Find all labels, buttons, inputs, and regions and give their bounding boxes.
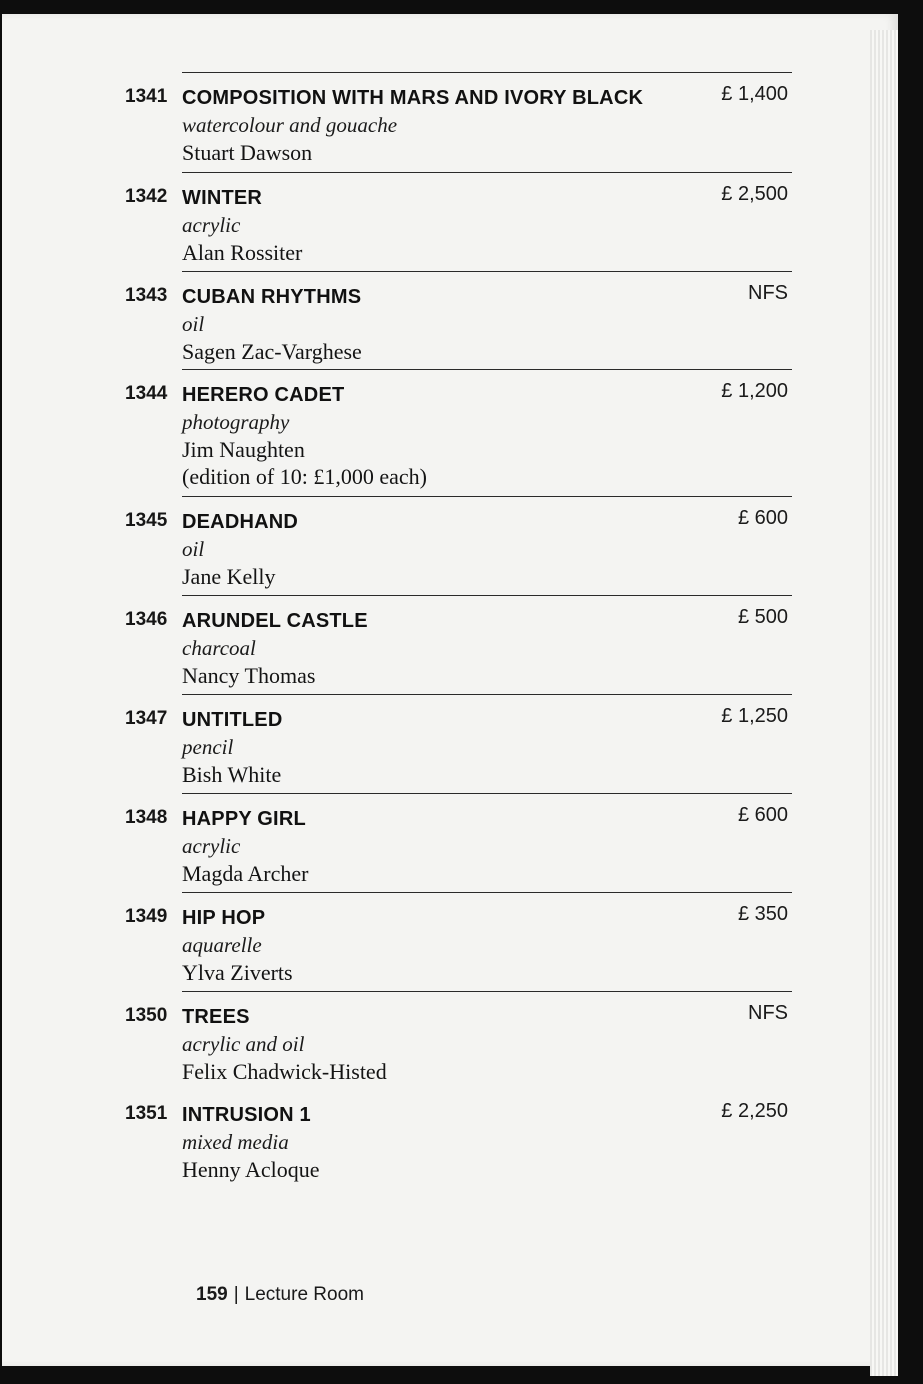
- entry-title: COMPOSITION WITH MARS AND IVORY BLACK: [182, 87, 644, 109]
- entry-title: TREES: [182, 1006, 250, 1028]
- entry-price: £ 500: [737, 606, 788, 628]
- entry-medium: charcoal: [182, 636, 256, 660]
- catalogue-entry: [125, 496, 792, 595]
- entry-price: £ 2,500: [721, 183, 788, 205]
- entry-title: INTRUSION 1: [182, 1104, 311, 1126]
- catalogue-page: [2, 14, 898, 1366]
- entry-title: HIP HOP: [182, 907, 266, 929]
- section-name: Lecture Room: [244, 1284, 364, 1305]
- catalogue-entry: [125, 793, 792, 892]
- entry-price: £ 600: [737, 507, 788, 529]
- entry-artist: Henny Acloque: [182, 1157, 320, 1182]
- entry-title: DEADHAND: [182, 511, 299, 533]
- entry-title: ARUNDEL CASTLE: [182, 610, 368, 632]
- entry-title: UNTITLED: [182, 709, 283, 731]
- entry-medium: watercolour and gouache: [182, 113, 398, 137]
- catalogue-entry: [125, 369, 792, 496]
- entry-title: HERERO CADET: [182, 384, 345, 406]
- entry-price: £ 1,400: [721, 83, 788, 105]
- catalogue-entry: [125, 892, 792, 991]
- catalogue-entry: [125, 1090, 792, 1188]
- catalogue-entry: [125, 72, 792, 172]
- entry-price: NFS: [748, 282, 788, 304]
- entry-number: 1350: [125, 1005, 168, 1026]
- entry-number: 1341: [125, 86, 168, 107]
- page-edge: [870, 30, 898, 1376]
- entry-list: [112, 72, 792, 1188]
- catalogue-entry: [125, 271, 792, 369]
- entry-title: HAPPY GIRL: [182, 808, 306, 830]
- entry-price: NFS: [748, 1002, 788, 1024]
- catalogue-entry: [125, 595, 792, 694]
- catalogue-entry: [125, 694, 792, 793]
- entry-medium: mixed media: [182, 1130, 289, 1154]
- entry-number: 1349: [125, 906, 168, 927]
- page-footer: [196, 1284, 364, 1306]
- entry-medium: acrylic and oil: [182, 1032, 305, 1056]
- entry-medium: oil: [182, 312, 205, 336]
- entry-artist: Jane Kelly: [182, 564, 276, 589]
- entry-title: CUBAN RHYTHMS: [182, 286, 362, 308]
- entry-number: 1348: [125, 807, 168, 828]
- catalogue-entry: [125, 172, 792, 271]
- entry-number: 1346: [125, 609, 168, 630]
- entry-medium: acrylic: [182, 834, 241, 858]
- entry-number: 1342: [125, 186, 168, 207]
- entry-number: 1344: [125, 383, 168, 404]
- footer-separator: |: [233, 1284, 239, 1305]
- entry-number: 1345: [125, 510, 168, 531]
- entry-artist: Felix Chadwick-Histed: [182, 1059, 387, 1084]
- catalogue-entry: [125, 991, 792, 1090]
- entry-number: 1347: [125, 708, 168, 729]
- entry-artist: Ylva Ziverts: [182, 960, 293, 985]
- page-number: 159: [196, 1284, 228, 1305]
- entry-edition-note: (edition of 10: £1,000 each): [182, 464, 427, 489]
- entry-artist: Alan Rossiter: [182, 240, 303, 265]
- entry-medium: pencil: [182, 735, 234, 759]
- entry-price: £ 350: [737, 903, 788, 925]
- entry-price: £ 1,200: [721, 380, 788, 402]
- entry-medium: aquarelle: [182, 933, 262, 957]
- entry-medium: oil: [182, 537, 205, 561]
- entry-price: £ 1,250: [721, 705, 788, 727]
- entry-artist: Stuart Dawson: [182, 140, 313, 165]
- entry-artist: Magda Archer: [182, 861, 309, 886]
- entry-artist: Nancy Thomas: [182, 663, 316, 688]
- entry-title: WINTER: [182, 187, 263, 209]
- entry-price: £ 600: [737, 804, 788, 826]
- entry-artist: Sagen Zac-Varghese: [182, 339, 362, 364]
- entry-price: £ 2,250: [721, 1100, 788, 1122]
- entry-number: 1343: [125, 285, 168, 306]
- entry-artist: Bish White: [182, 762, 282, 787]
- entry-medium: acrylic: [182, 213, 241, 237]
- entry-artist: Jim Naughten: [182, 437, 305, 462]
- entry-number: 1351: [125, 1103, 168, 1124]
- entry-medium: photography: [182, 410, 290, 434]
